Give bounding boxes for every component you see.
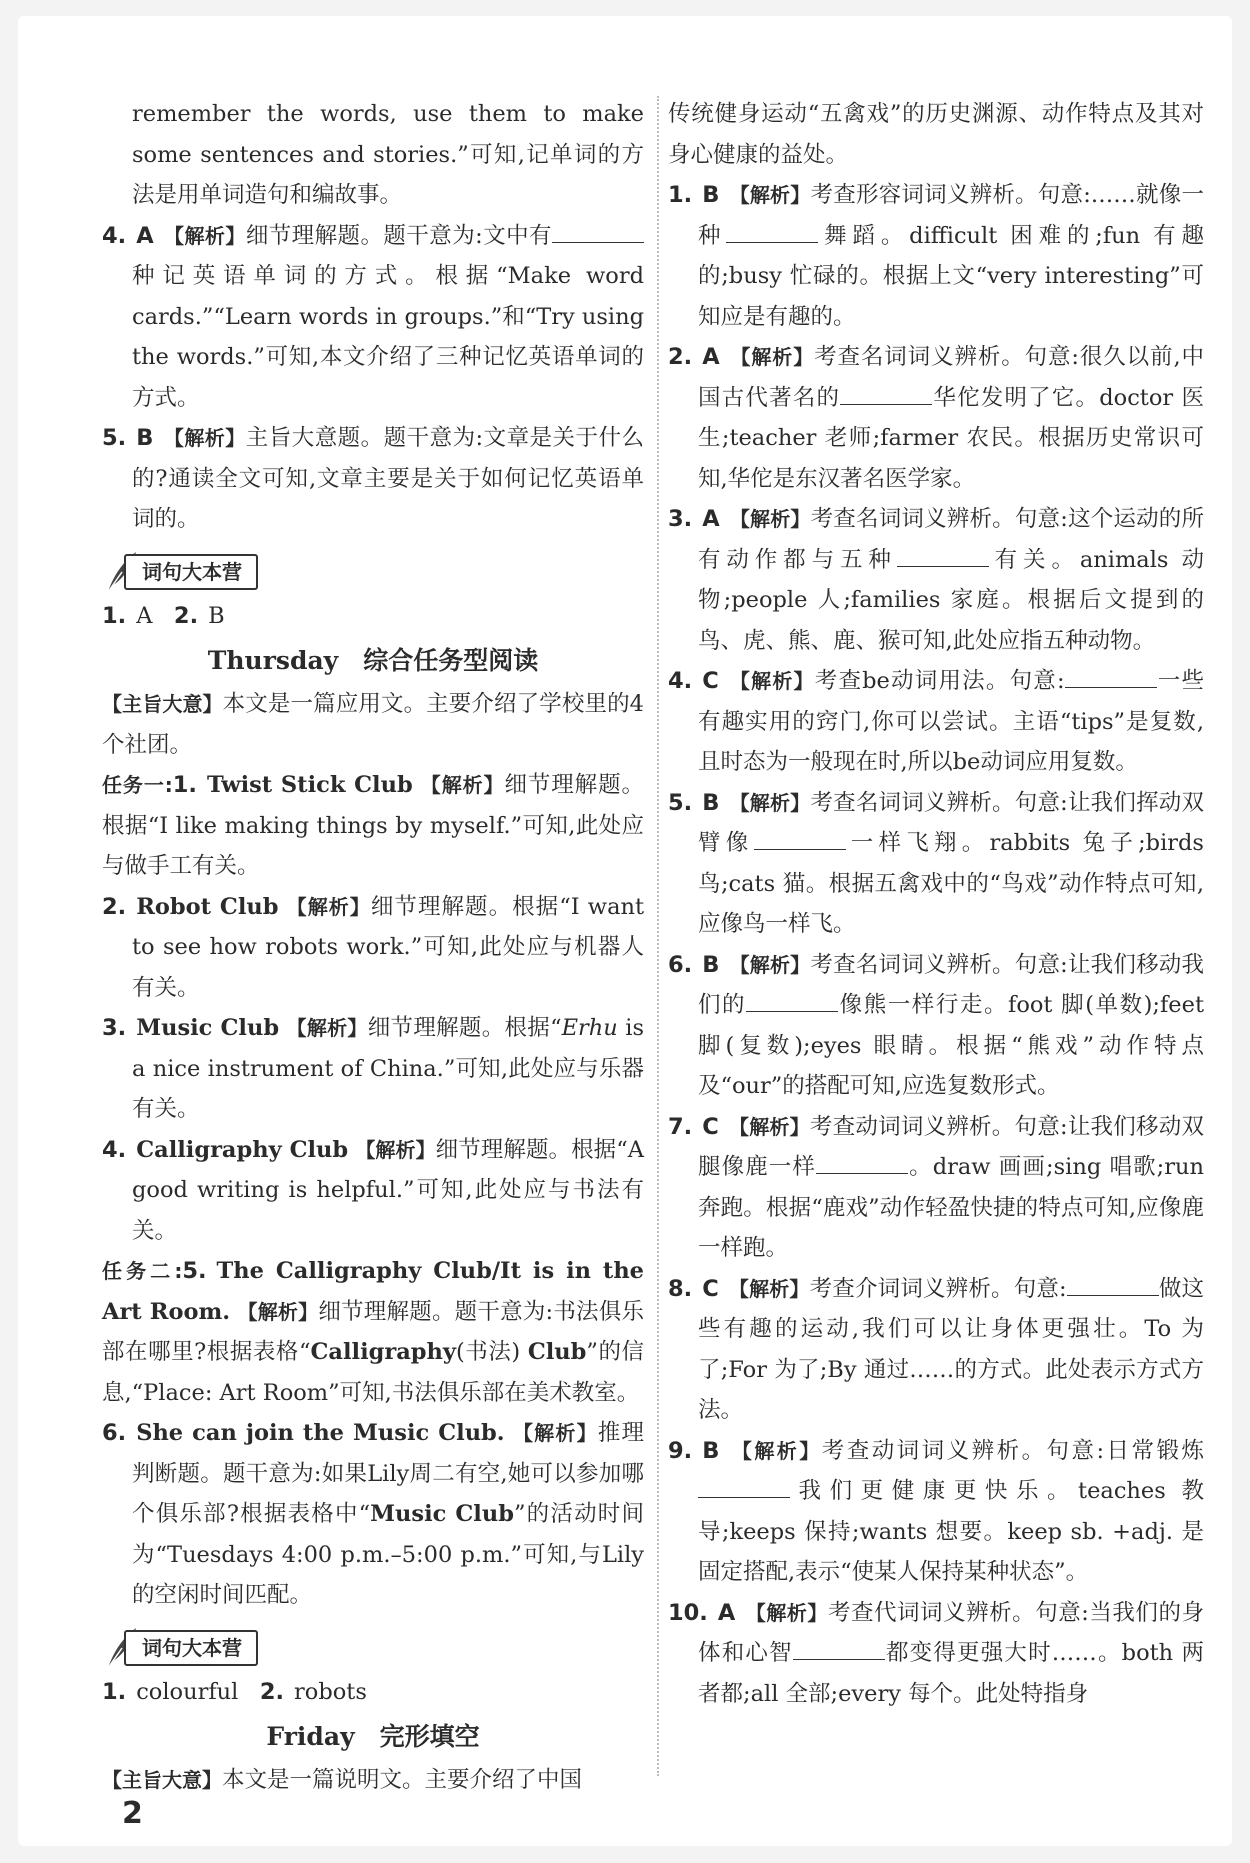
fill-blank: [552, 220, 644, 243]
cloze-answer-item: 7. C 【解析】考查动词词义辨析。句意:让我们移动双腿像鹿一样 。draw 画画;sing 唱歌;run 奔跑。根据“鹿戏”动作轻盈快捷的特点可知,应像鹿一样跑。: [668, 1113, 1204, 1261]
fill-blank: [698, 1475, 790, 1498]
fill-blank: [1067, 1273, 1159, 1296]
fill-blank: [897, 544, 989, 567]
cloze-answer-item: 5. B 【解析】考查名词词义辨析。句意:让我们挥动双臂像 一样飞翔。rabbits 兔子;birds 鸟;cats 猫。根据五禽戏中的“鸟戏”动作特点可知,应像鸟一样飞。: [668, 789, 1205, 937]
section-title-thursday: Thursday 综合任务型阅读: [207, 646, 539, 675]
task2-item-5: 任务二:5. The Calligraphy Club/It is in the Art Room. 【解析】细节理解题。题干意为:书法俱乐部在哪里?根据表格“Calligraphy(书法) Club”的信息,“Place: Art Room”可知,书法俱乐部在美术教室。: [102, 1258, 644, 1406]
cloze-answer-item: 2. A 【解析】考查名词词义辨析。句意:很久以前,中国古代著名的 华佗发明了它。doctor 医生;teacher 老师;farmer 农民。根据历史常识可知,华佗是东汉著名医学家。: [668, 344, 1205, 492]
vocab-answers-2: 1. colourful 2. robots: [102, 1678, 367, 1705]
answer-item-5: 5. B 【解析】主旨大意题。题干意为:文章是关于什么的?通读全文可知,文章主要是关于如何记忆英语单词的。: [102, 425, 644, 532]
fill-blank: [793, 1637, 885, 1660]
intro-continuation: 传统健身运动“五禽戏”的历史渊源、动作特点及其对身心健康的益处。: [668, 101, 1204, 168]
vocab-badge-2: [102, 1626, 644, 1668]
page-number: 2: [122, 1796, 143, 1831]
cloze-answer-item: 3. A 【解析】考查名词词义辨析。句意:这个运动的所有动作都与五种 有关。animals 动物;people 人;families 家庭。根据后文提到的鸟、虎、熊、鹿、猴可知,此处应指五种动物。: [668, 506, 1204, 654]
task1-item-4: 4. Calligraphy Club 【解析】细节理解题。根据“A good writing is helpful.”可知,此处应与书法有关。: [102, 1136, 644, 1244]
vocab-answers-1: 1. A 2. B: [102, 602, 225, 629]
cloze-answer-item: 1. B 【解析】考查形容词词义辨析。句意:……就像一种 舞蹈。difficult 困难的;fun 有趣的;busy 忙碌的。根据上文“very interesting”可知应是有趣的。: [668, 182, 1204, 330]
fill-blank: [746, 989, 838, 1012]
left-column: [102, 94, 644, 1801]
cloze-answer-list: [668, 175, 1204, 1714]
answer-item-4: 4. A 【解析】细节理解题。题干意为:文中有种记英语单词的方式。根据“Make word cards.”“Learn words in groups.”和“Try using the words.”可知,本文介绍了三种记忆英语单词的方式。: [102, 216, 644, 419]
cloze-answer-item: 4. C 【解析】考查be动词用法。句意: 一些有趣实用的窍门,你可以尝试。主语“tips”是复数,且时态为一般现在时,所以be动词应用复数。: [668, 661, 1204, 783]
page: [18, 16, 1232, 1846]
paragraph-continuation: remember the words, use them to make some sentences and stories.”可知,记单词的方法是用单词造句和编故事。: [132, 101, 644, 208]
column-divider: [657, 96, 659, 1776]
section-title-friday: Friday 完形填空: [266, 1722, 480, 1751]
task1-item-3: 3. Music Club 【解析】细节理解题。根据“Erhu is a nice instrument of China.”可知,此处应与乐器有关。: [102, 1015, 644, 1122]
task1-item-1: 任务一:1. Twist Stick Club 【解析】细节理解题。根据“I like making things by myself.”可知,此处应与做手工有关。: [102, 772, 644, 879]
fill-blank: [1065, 665, 1157, 688]
fill-blank: [840, 382, 932, 405]
task2-item-6: 6. She can join the Music Club. 【解析】推理判断题。题干意为:如果Lily周二有空,她可以参加哪个俱乐部?根据表格中“Music Club”的活动时间为“Tuesdays 4:00 p.m.–5:00 p.m.”可知,与Lily的空闲时间匹配。: [102, 1420, 644, 1608]
main-idea-2: 【主旨大意】本文是一篇说明文。主要介绍了中国: [102, 1767, 583, 1793]
cloze-answer-item: 10. A 【解析】考查代词词义辨析。句意:当我们的身体和心智 都变得更强大时……。both 两者都;all 全部;every 每个。此处特指身: [668, 1599, 1204, 1707]
cloze-answer-item: 6. B 【解析】考查名词词义辨析。句意:让我们移动我们的 像熊一样行走。foot 脚(单数);feet 脚(复数);eyes 眼睛。根据“熊戏”动作特点及“our”的搭配可知,应选复数形式。: [668, 951, 1205, 1099]
cloze-answer-item: 8. C 【解析】考查介词词义辨析。句意: 做这些有趣的运动,我们可以让身体更强壮。To 为了;For 为了;By 通过……的方式。此处表示方式方法。: [668, 1269, 1204, 1431]
task1-item-2: 2. Robot Club 【解析】细节理解题。根据“I want to see how robots work.”可知,此处应与机器人有关。: [102, 893, 645, 1001]
fill-blank: [754, 827, 846, 850]
badge-label: 词句大本营: [124, 554, 258, 590]
right-column: [668, 94, 1204, 1714]
cloze-answer-item: 9. B 【解析】考查动词词义辨析。句意:日常锻炼我们更健康更快乐。teaches 教导;keeps 保持;wants 想要。keep sb. +adj. 是固定搭配,表示“使某人保持某种状态”。: [668, 1437, 1204, 1585]
vocab-badge-1: [102, 550, 644, 592]
badge-label: 词句大本营: [124, 1630, 258, 1666]
main-idea-1: 【主旨大意】本文是一篇应用文。主要介绍了学校里的4个社团。: [102, 691, 644, 758]
fill-blank: [726, 220, 818, 243]
fill-blank: [816, 1151, 908, 1174]
